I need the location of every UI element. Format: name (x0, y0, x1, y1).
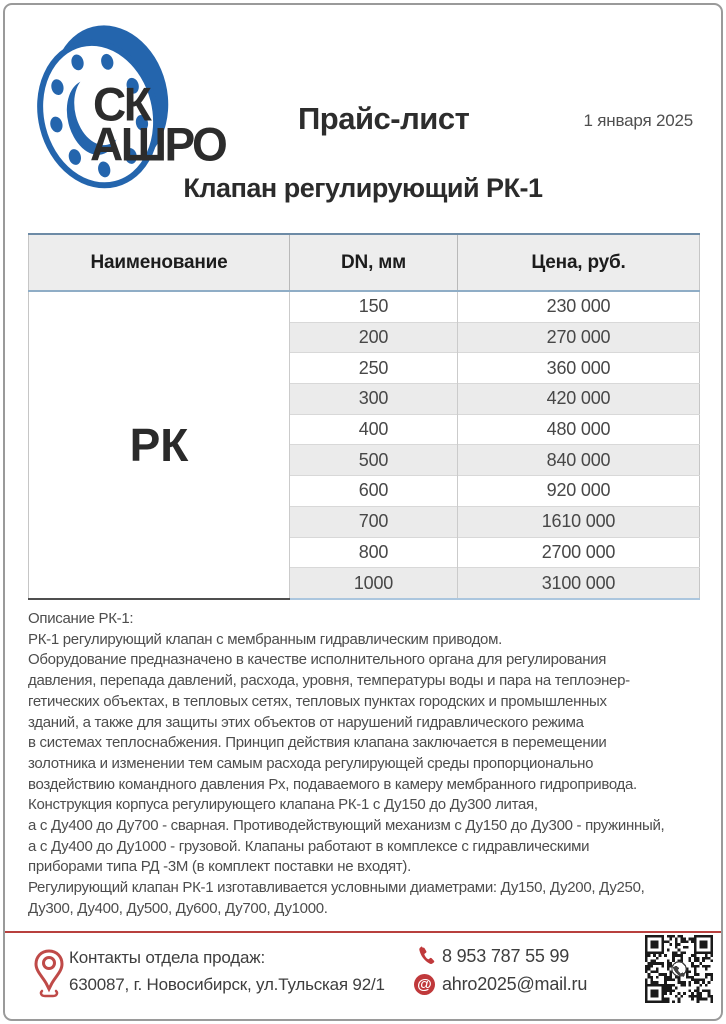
description-line: Регулирующий клапан РК-1 изготавливается условными диаметрами: Ду150, Ду200, Ду250, (28, 879, 645, 897)
dn-cell: 600 (290, 476, 458, 507)
dn-cell: 300 (290, 384, 458, 415)
price-list-sheet (3, 3, 723, 1021)
column-header-dn: DN, мм (290, 234, 458, 291)
product-heading: Клапан регулирующий РК-1 (183, 173, 543, 203)
description-line: давления, перепада давлений, расхода, уровня, температуры воды и пара на теплоэнер- (28, 672, 630, 690)
price-cell: 230 000 (458, 291, 700, 322)
page-title: Прайс-лист (298, 101, 470, 136)
price-cell: 420 000 (458, 384, 700, 415)
description-line: Ду300, Ду400, Ду500, Ду600, Ду700, Ду1000. (28, 899, 328, 917)
logo-text-line1: СК (93, 77, 150, 131)
phone-icon (416, 946, 437, 967)
price-cell: 920 000 (458, 476, 700, 507)
description-line: гетических объектах, в тепловых сетях, тепловых пунктах городских и промышленных (28, 692, 607, 710)
contacts-title: Контакты отдела продаж: (69, 948, 265, 967)
dn-cell: 800 (290, 537, 458, 568)
description-line: зданий, а также для защиты этих объектов от нарушений гидравлического режима (28, 713, 584, 731)
description-line: Оборудование предназначено в качестве исполнительного органа для регулирования (28, 651, 607, 669)
price-cell: 480 000 (458, 414, 700, 445)
location-pin-icon (32, 947, 66, 999)
price-cell: 3100 000 (458, 568, 700, 599)
description-line: приборами типа РД -3М (в комплект поставки не входят). (28, 858, 411, 876)
email-address: ahro2025@mail.ru (442, 974, 588, 994)
dn-cell: 250 (290, 353, 458, 384)
description-line: Конструкция корпуса регулирующего клапана РК-1 с Ду150 до Ду300 литая, (28, 796, 538, 814)
dn-cell: 500 (290, 445, 458, 476)
price-cell: 360 000 (458, 353, 700, 384)
product-name-cell: РК (29, 291, 290, 599)
dn-cell: 700 (290, 506, 458, 537)
price-cell: 1610 000 (458, 506, 700, 537)
price-table (28, 233, 700, 600)
description-line: Описание РК-1: (28, 610, 134, 627)
contacts-address: 630087, г. Новосибирск, ул.Тульская 92/1 (69, 975, 385, 994)
logo-text-line2: АШРО (90, 117, 226, 171)
dn-cell: 150 (290, 291, 458, 322)
dn-cell: 1000 (290, 568, 458, 599)
email-icon: @ (414, 974, 435, 995)
dn-cell: 400 (290, 414, 458, 445)
description-line: золотника и изменении тем самым расхода регулирующей среды пропорционально (28, 754, 594, 772)
price-cell: 2700 000 (458, 537, 700, 568)
price-table-body (29, 291, 700, 599)
column-header-price: Цена, руб. (458, 234, 700, 291)
dn-cell: 200 (290, 322, 458, 353)
column-header-name: Наименование (29, 234, 290, 291)
price-cell: 840 000 (458, 445, 700, 476)
table-header-row (29, 234, 700, 291)
description-line: РК-1 регулирующий клапан с мембранным гидравлическим приводом. (28, 630, 502, 648)
table-row (29, 291, 700, 322)
description-line: воздействию командного давления Рх, подаваемого в камеру мембранного гидропривода. (28, 775, 637, 793)
description-line: а с Ду400 до Ду700 - сварная. Противодействующий механизм с Ду150 до Ду300 - пружинный, (28, 817, 665, 835)
phone-number: 8 953 787 55 99 (442, 946, 570, 966)
price-cell: 270 000 (458, 322, 700, 353)
footer-divider (5, 931, 721, 933)
date-label: 1 января 2025 (583, 111, 693, 130)
qr-code (645, 935, 713, 1003)
description-line: а с Ду400 до Ду1000 - грузовой. Клапаны работают в комплексе с гидравлическими (28, 837, 590, 855)
product-description (28, 609, 704, 920)
description-line: в системах теплоснабжения. Принцип действия клапана заключается в перемещении (28, 734, 607, 752)
